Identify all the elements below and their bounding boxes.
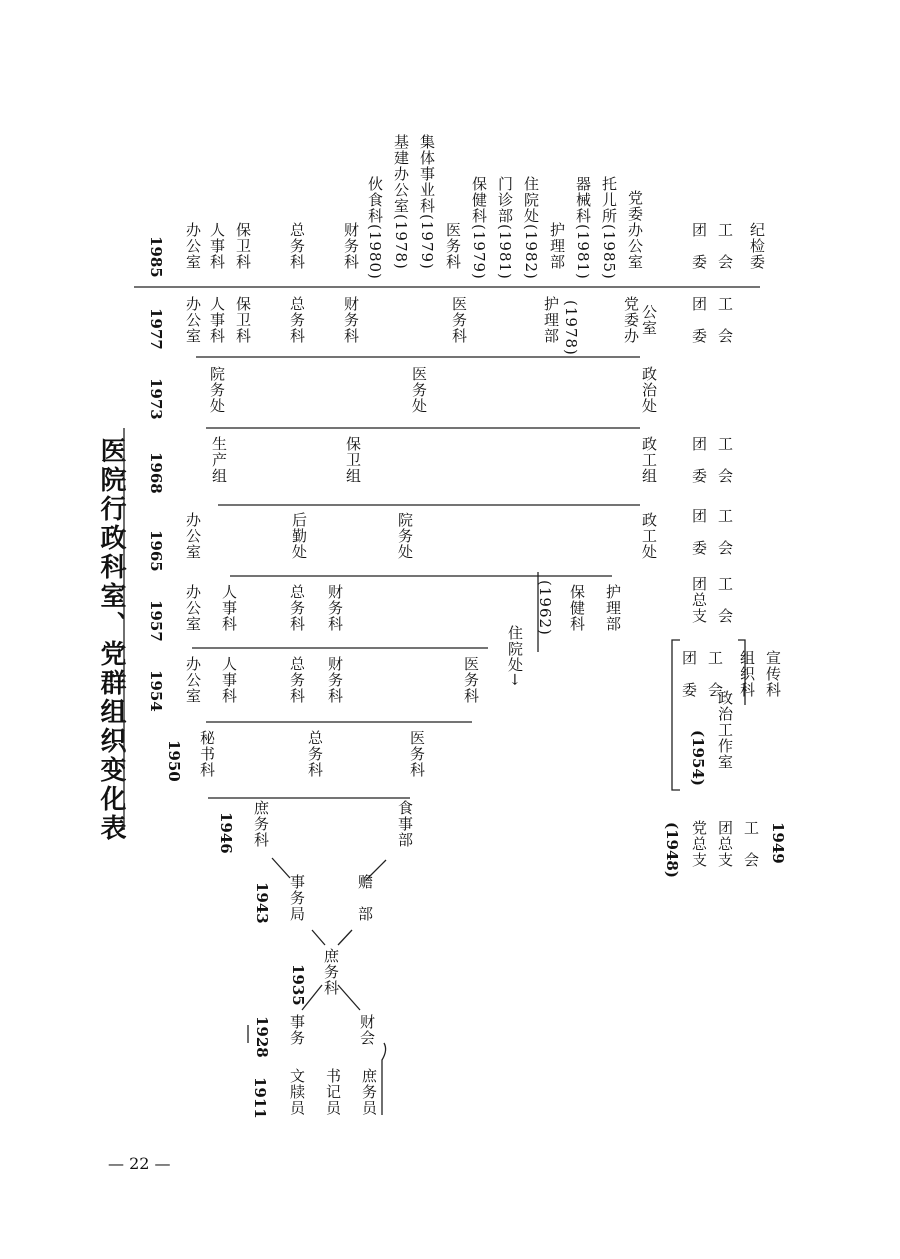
unit-1977-9: 公室 xyxy=(640,304,658,336)
unit-1957-2: 总务科 xyxy=(288,584,306,632)
party-1948-0: 党总支 xyxy=(690,820,708,868)
unit-1946-0: 庶务科 xyxy=(252,800,270,848)
unit-1985-4: 财务科 xyxy=(342,222,360,270)
unit-1965-2: 院务处 xyxy=(396,512,414,560)
unit-1954-0: 办公室 xyxy=(184,656,202,704)
party-year-1949: 1949 xyxy=(769,822,787,864)
unit-1985-3: 总务科 xyxy=(288,222,306,270)
year-1957: 1957 xyxy=(147,600,165,642)
unit-1985-11: 住院处(1982) xyxy=(522,176,540,280)
unit-1985-5: 伙食科(1980) xyxy=(366,176,384,280)
year-1946: 1946 xyxy=(217,812,235,854)
unit-1977-3: 总务科 xyxy=(288,296,306,344)
unit-1957-6: 保健科 xyxy=(568,584,586,632)
unit-1968-0: 生产组 xyxy=(210,436,228,484)
party-1948-1: 团总支 xyxy=(716,820,734,868)
unit-1977-8: 党委办 xyxy=(622,296,640,344)
unit-1957-1: 人事科 xyxy=(220,584,238,632)
unit-1943-1: 赡 部 xyxy=(356,874,374,922)
year-1977: 1977 xyxy=(147,308,165,350)
unit-1977-2: 保卫科 xyxy=(234,296,252,344)
unit-1968-1: 保卫组 xyxy=(344,436,362,484)
unit-1973-2: 政治处 xyxy=(640,366,658,414)
party-1957-3: 宣传科 xyxy=(764,650,782,698)
unit-1911-0: 文牍员 xyxy=(288,1068,306,1116)
unit-1946-1: 食事部 xyxy=(396,800,414,848)
unit-1985-1: 人事科 xyxy=(208,222,226,270)
unit-1943-0: 事务局 xyxy=(288,874,306,922)
year-1950: 1950 xyxy=(165,740,183,782)
year-1954: 1954 xyxy=(147,670,165,712)
party-1957-1: 工 会 xyxy=(706,650,724,698)
page-number: — 22 — xyxy=(108,1154,171,1173)
unit-1977-0: 办公室 xyxy=(184,296,202,344)
unit-1985-2: 保卫科 xyxy=(234,222,252,270)
unit-1968-2: 政工组 xyxy=(640,436,658,484)
unit-1985-13: 器械科(1981) xyxy=(574,176,592,280)
party-1954-0: 政治工作室 xyxy=(716,690,734,770)
unit-1977-5: 医务科 xyxy=(450,296,468,344)
unit-1985-6: 基建办公室(1978) xyxy=(392,134,410,270)
unit-1985-14: 托儿所(1985) xyxy=(600,176,618,280)
unit-1973-0: 院务处 xyxy=(208,366,226,414)
unit-1977-7: (1978) xyxy=(562,300,580,356)
unit-1985-0: 办公室 xyxy=(184,222,202,270)
unit-1985-10: 门诊部(1981) xyxy=(496,176,514,280)
unit-1935-0: 庶务科 xyxy=(322,948,340,996)
year-1943: 1943 xyxy=(253,882,271,924)
party-1985-1: 工 会 xyxy=(716,222,734,270)
unit-1965-3: 政工处 xyxy=(640,512,658,560)
unit-1977-1: 人事科 xyxy=(208,296,226,344)
year-1985: 1985 xyxy=(147,236,165,278)
unit-1957-5: (1962) xyxy=(536,580,554,636)
year-1973: 1973 xyxy=(147,378,165,420)
year-1965: 1965 xyxy=(147,530,165,572)
unit-1954-2: 总务科 xyxy=(288,656,306,704)
unit-1954-3: 财务科 xyxy=(326,656,344,704)
party-1985-2: 纪检委 xyxy=(748,222,766,270)
unit-1977-4: 财务科 xyxy=(342,296,360,344)
unit-1957-3: 财务科 xyxy=(326,584,344,632)
unit-1928-1: 财会 xyxy=(358,1014,376,1046)
unit-1977-6: 护理部 xyxy=(542,296,560,344)
party-1948-2: 工 会 xyxy=(742,820,760,868)
unit-1965-0: 办公室 xyxy=(184,512,202,560)
party-1957-2: 组织科 xyxy=(738,650,756,698)
party-1965-0: 团总支 xyxy=(690,576,708,624)
party-1973-1: 工 会 xyxy=(716,436,734,484)
unit-1911-1: 书记员 xyxy=(324,1068,342,1116)
page-title: 医院行政科室、党群组织变化表 xyxy=(96,437,126,843)
party-1957-0: 团 委 xyxy=(680,650,698,698)
year-1928: 1928 xyxy=(253,1016,271,1058)
unit-1928-0: 事务 xyxy=(288,1014,306,1046)
unit-1950-1: 总务科 xyxy=(306,730,324,778)
unit-1985-7: 集体事业科(1979) xyxy=(418,134,436,270)
unit-1985-12: 护理部 xyxy=(548,222,566,270)
party-1968-1: 工 会 xyxy=(716,508,734,556)
unit-1957-7: 护理部 xyxy=(604,584,622,632)
party-1965-1: 工 会 xyxy=(716,576,734,624)
unit-1950-0: 秘书科 xyxy=(198,730,216,778)
unit-1985-8: 医务科 xyxy=(444,222,462,270)
unit-1957-0: 办公室 xyxy=(184,584,202,632)
party-1985-0: 团 委 xyxy=(690,222,708,270)
unit-1954-1: 人事科 xyxy=(220,656,238,704)
unit-1950-2: 医务科 xyxy=(408,730,426,778)
party-1973-0: 团 委 xyxy=(690,436,708,484)
party-1977-1: 工 会 xyxy=(716,296,734,344)
unit-1985-15: 党委办公室 xyxy=(626,190,644,270)
unit-1911-2: 庶务员 xyxy=(360,1068,378,1116)
party-year-1948: (1948) xyxy=(663,822,681,878)
party-1977-0: 团 委 xyxy=(690,296,708,344)
unit-1965-1: 后勤处 xyxy=(290,512,308,560)
unit-1954-4: 医务科 xyxy=(462,656,480,704)
party-year-1954: (1954) xyxy=(689,730,707,786)
year-1911: 1911 xyxy=(251,1077,269,1119)
unit-1957-4: 住院处→ xyxy=(506,625,524,687)
year-1935: 1935 xyxy=(289,964,307,1006)
unit-1973-1: 医务处 xyxy=(410,366,428,414)
unit-1985-9: 保健科(1979) xyxy=(470,176,488,280)
party-1968-0: 团 委 xyxy=(690,508,708,556)
year-1968: 1968 xyxy=(147,452,165,494)
